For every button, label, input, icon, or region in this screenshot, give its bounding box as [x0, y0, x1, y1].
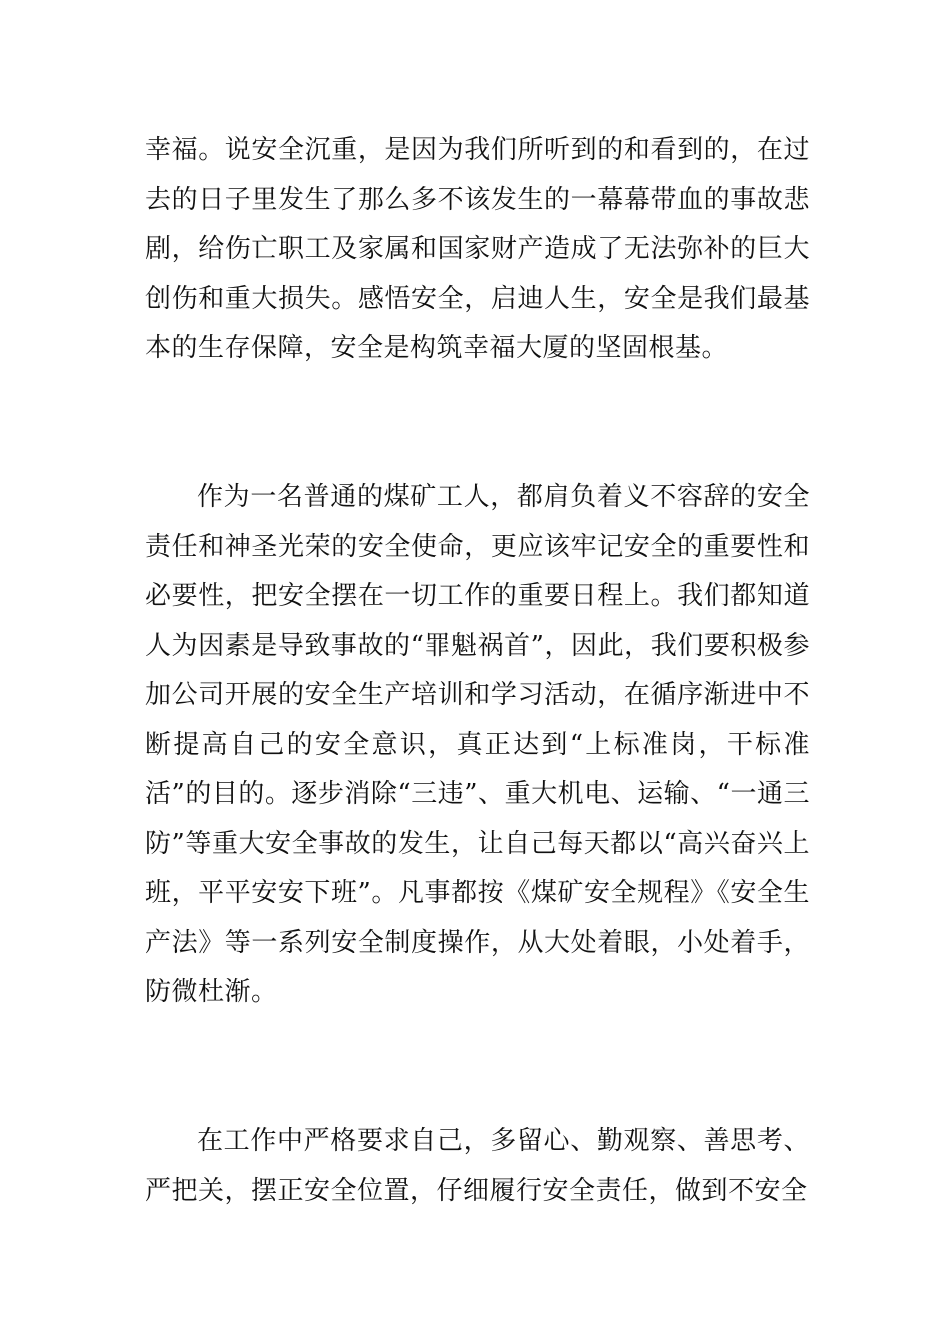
paragraph-2: 作为一名普通的煤矿工人，都肩负着义不容辞的安全责任和神圣光荣的安全使命，更应该牢记安全的重要性和必要性，把安全摆在一切工作的重要日程上。我们都知道人为因素是导致事故的“罪魁祸首”，因此，我们要积极参加公司开展的安全生产培训和学习活动，在循序渐进中不断提高自己的安全意识，真正达到“上标准岗，干标准活”的目的。逐步消除“三违”、重大机电、运输、“一通三防”等重大安全事故的发生，让自己每天都以“高兴奋兴上班，平平安安下班”。凡事都按《煤矿安全规程》《安全生产法》等一系列安全制度操作，从大处着眼，小处着手，防微杜渐。: [145, 482, 810, 1007]
paragraph-1: 幸福。说安全沉重，是因为我们所听到的和看到的，在过去的日子里发生了那么多不该发生的一幕幕带血的事故悲剧，给伤亡职工及家属和国家财产造成了无法弥补的巨大创伤和重大损失。感悟安全，启迪人生，安全是我们最基本的生存保障，安全是构筑幸福大厦的坚固根基。: [145, 135, 810, 363]
paragraph-3: 在工作中严格要求自己，多留心、勤观察、善思考、严把关，摆正安全位置，仔细履行安全责任，做到不安全: [145, 1126, 810, 1206]
